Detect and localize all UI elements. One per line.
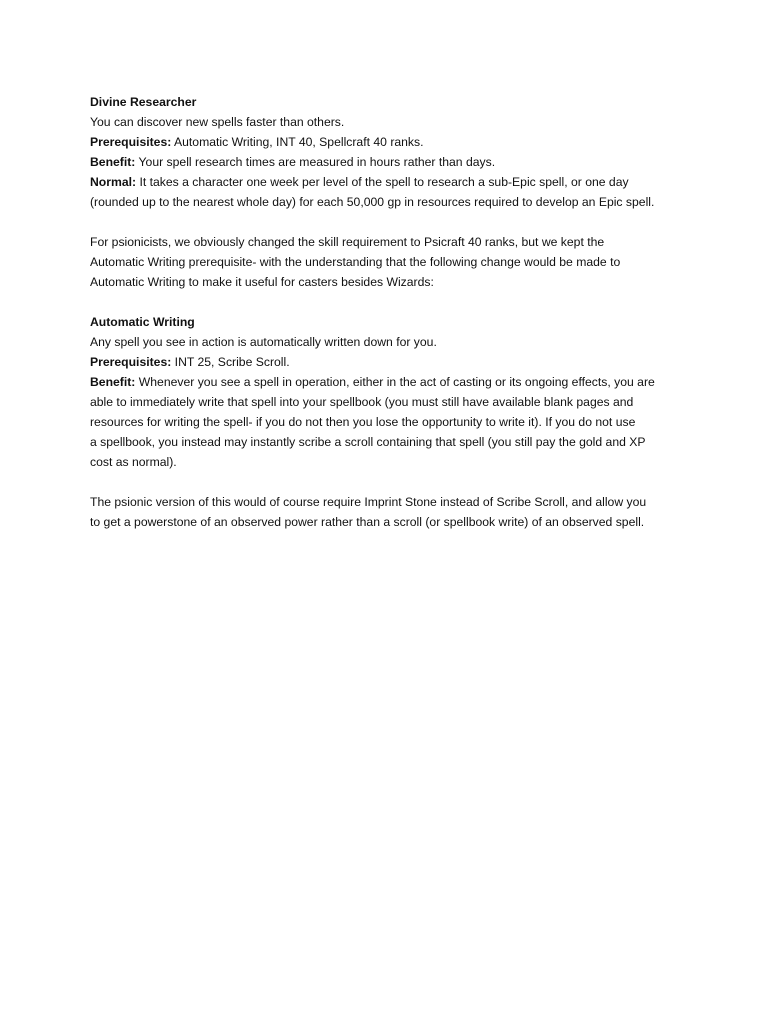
benefit-text-line: a spellbook, you instead may instantly scribe a scroll containing that spell (you still pay the gold and XP bbox=[90, 435, 646, 449]
normal-label: Normal: bbox=[90, 175, 137, 189]
normal-text-line: It takes a character one week per level of the spell to research a sub-Epic spell, or one day bbox=[136, 175, 629, 189]
note-paragraph-line: to get a powerstone of an observed power rather than a scroll (or spellbook write) of an observed spell. bbox=[90, 515, 645, 529]
note-paragraph-line: For psionicists, we obviously changed the skill requirement to Psicraft 40 ranks, but we kept the bbox=[90, 235, 605, 249]
note-paragraph-line: Automatic Writing to make it useful for casters besides Wizards: bbox=[90, 275, 434, 289]
benefit-text: Your spell research times are measured in hours rather than days. bbox=[135, 155, 496, 169]
note-paragraph-line: The psionic version of this would of course require Imprint Stone instead of Scribe Scroll, and allow you bbox=[90, 495, 647, 509]
feat-description: You can discover new spells faster than others. bbox=[90, 115, 345, 129]
benefit-text-line: resources for writing the spell- if you do not then you lose the opportunity to write it). If you do not use bbox=[90, 415, 636, 429]
feat-normal bbox=[90, 172, 690, 192]
benefit-label: Benefit: bbox=[90, 155, 136, 169]
prerequisites-text: INT 25, Scribe Scroll. bbox=[171, 355, 290, 369]
prerequisites-text: Automatic Writing, INT 40, Spellcraft 40 ranks. bbox=[171, 135, 424, 149]
normal-text-line: (rounded up to the nearest whole day) for each 50,000 gp in resources required to develop an Epic spell. bbox=[90, 195, 655, 209]
prerequisites-label: Prerequisites: bbox=[90, 135, 172, 149]
feat-prerequisites bbox=[90, 352, 690, 372]
benefit-text-line: able to immediately write that spell into your spellbook (you must still have available blank pages and bbox=[90, 395, 634, 409]
benefit-text-line: Whenever you see a spell in operation, either in the act of casting or its ongoing effects, you are bbox=[135, 375, 655, 389]
note-paragraph-line: Automatic Writing prerequisite- with the understanding that the following change would be made to bbox=[90, 255, 621, 269]
document-page bbox=[90, 92, 690, 532]
paragraph-gap bbox=[90, 292, 690, 312]
feat-title-divine-researcher: Divine Researcher bbox=[90, 95, 197, 109]
benefit-text-line: cost as normal). bbox=[90, 455, 177, 469]
benefit-label: Benefit: bbox=[90, 375, 136, 389]
feat-description: Any spell you see in action is automatically written down for you. bbox=[90, 335, 437, 349]
paragraph-gap bbox=[90, 212, 690, 232]
feat-benefit bbox=[90, 152, 690, 172]
feat-title-automatic-writing: Automatic Writing bbox=[90, 315, 195, 329]
prerequisites-label: Prerequisites: bbox=[90, 355, 172, 369]
paragraph-gap bbox=[90, 472, 690, 492]
feat-benefit bbox=[90, 372, 690, 392]
feat-prerequisites bbox=[90, 132, 690, 152]
